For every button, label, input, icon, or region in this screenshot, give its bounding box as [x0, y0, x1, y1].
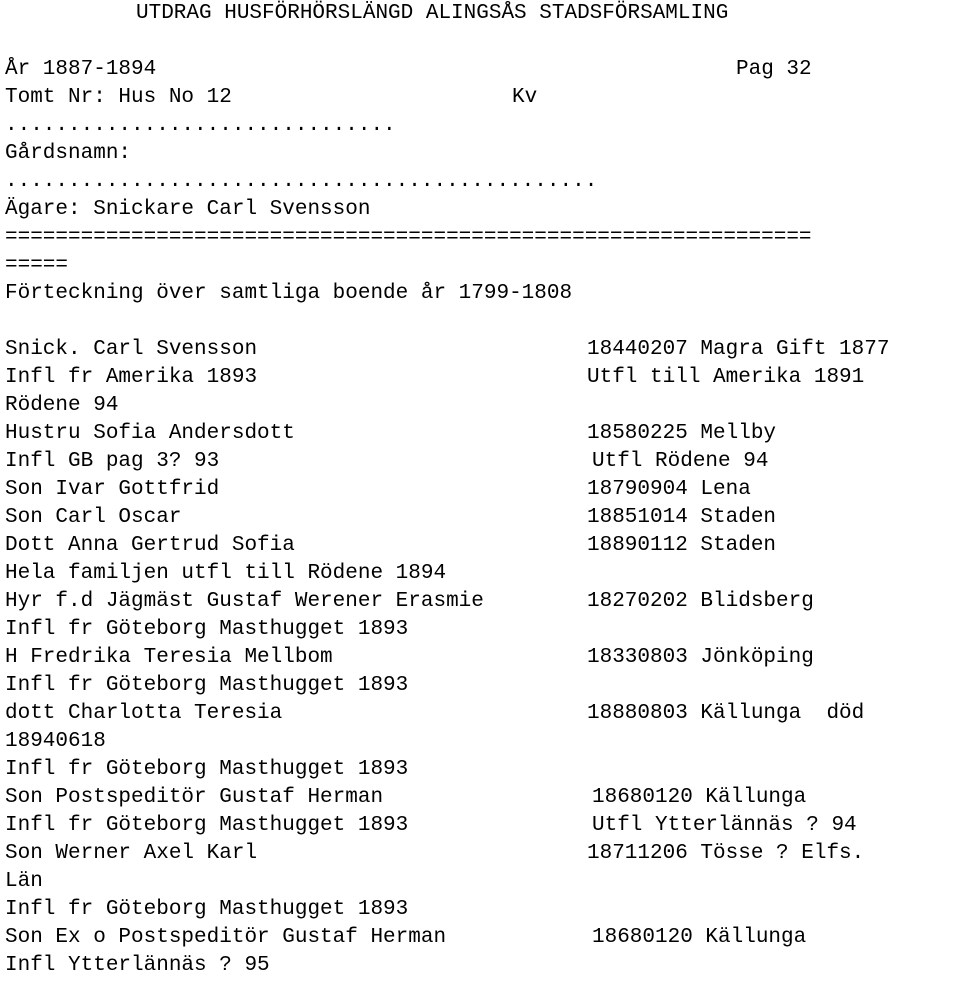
list-item-right: 18580225 Mellby: [587, 422, 777, 445]
list-item-right: 18680120 Källunga: [592, 926, 807, 949]
list-item-right: 18890112 Staden: [587, 534, 777, 557]
list-item-left: Infl Ytterlännäs ? 95: [5, 954, 270, 977]
list-item-left: Infl fr Göteborg Masthugget 1893: [5, 814, 409, 837]
separator-rule-tail: =====: [5, 254, 69, 277]
list-item-right: 18711206 Tösse ? Elfs.: [587, 842, 865, 865]
list-item-right: Utfl till Amerika 1891: [587, 366, 865, 389]
list-item-left: Hela familjen utfl till Rödene 1894: [5, 562, 447, 585]
list-item-left: Son Carl Oscar: [5, 506, 182, 529]
gardsnamn-label: Gårdsnamn:: [5, 142, 132, 165]
list-item-left: Infl fr Göteborg Masthugget 1893: [5, 758, 409, 781]
list-item-right: 18680120 Källunga: [592, 786, 807, 809]
owner-line: Ägare: Snickare Carl Svensson: [5, 198, 371, 221]
list-item-left: Son Postspeditör Gustaf Herman: [5, 786, 384, 809]
list-item-left: 18940618: [5, 730, 106, 753]
list-item-left: Hyr f.d Jägmäst Gustaf Werener Erasmie: [5, 590, 484, 613]
list-item-right: 18880803 Källunga död: [587, 702, 865, 725]
tomt-number: Tomt Nr: Hus No 12: [5, 86, 232, 109]
separator-rule: ================================================================: [5, 226, 812, 249]
list-item-left: Hustru Sofia Andersdott: [5, 422, 295, 445]
dotted-line-1: ...............................: [5, 114, 396, 137]
list-item-left: Rödene 94: [5, 394, 119, 417]
list-item-right: Utfl Ytterlännäs ? 94: [592, 814, 857, 837]
kv-label: Kv: [512, 86, 538, 109]
list-item-right: Utfl Rödene 94: [592, 450, 769, 473]
list-item-left: dott Charlotta Teresia: [5, 702, 283, 725]
document-title: UTDRAG HUSFÖRHÖRSLÄNGD ALINGSÅS STADSFÖRSAMLING: [136, 2, 729, 25]
list-item-right: 18440207 Magra Gift 1877: [587, 338, 890, 361]
list-item-left: Län: [5, 870, 43, 893]
list-item-right: 18790904 Lena: [587, 478, 751, 501]
list-item-left: Infl GB pag 3? 93: [5, 450, 220, 473]
listing-heading: Förteckning över samtliga boende år 1799-1808: [5, 282, 573, 305]
dotted-line-2: ...............................................: [5, 170, 598, 193]
list-item-left: Son Ivar Gottfrid: [5, 478, 220, 501]
year-range: År 1887-1894: [5, 58, 157, 81]
list-item-left: Snick. Carl Svensson: [5, 338, 258, 361]
list-item-left: Son Ex o Postspeditör Gustaf Herman: [5, 926, 447, 949]
list-item-left: Infl fr Amerika 1893: [5, 366, 258, 389]
page-number: Pag 32: [736, 58, 812, 81]
list-item-left: Infl fr Göteborg Masthugget 1893: [5, 618, 409, 641]
list-item-left: H Fredrika Teresia Mellbom: [5, 646, 333, 669]
list-item-right: 18851014 Staden: [587, 506, 777, 529]
list-item-right: 18330803 Jönköping: [587, 646, 814, 669]
list-item-left: Dott Anna Gertrud Sofia: [5, 534, 295, 557]
list-item-right: 18270202 Blidsberg: [587, 590, 814, 613]
list-item-left: Infl fr Göteborg Masthugget 1893: [5, 674, 409, 697]
list-item-left: Infl fr Göteborg Masthugget 1893: [5, 898, 409, 921]
list-item-left: Son Werner Axel Karl: [5, 842, 258, 865]
